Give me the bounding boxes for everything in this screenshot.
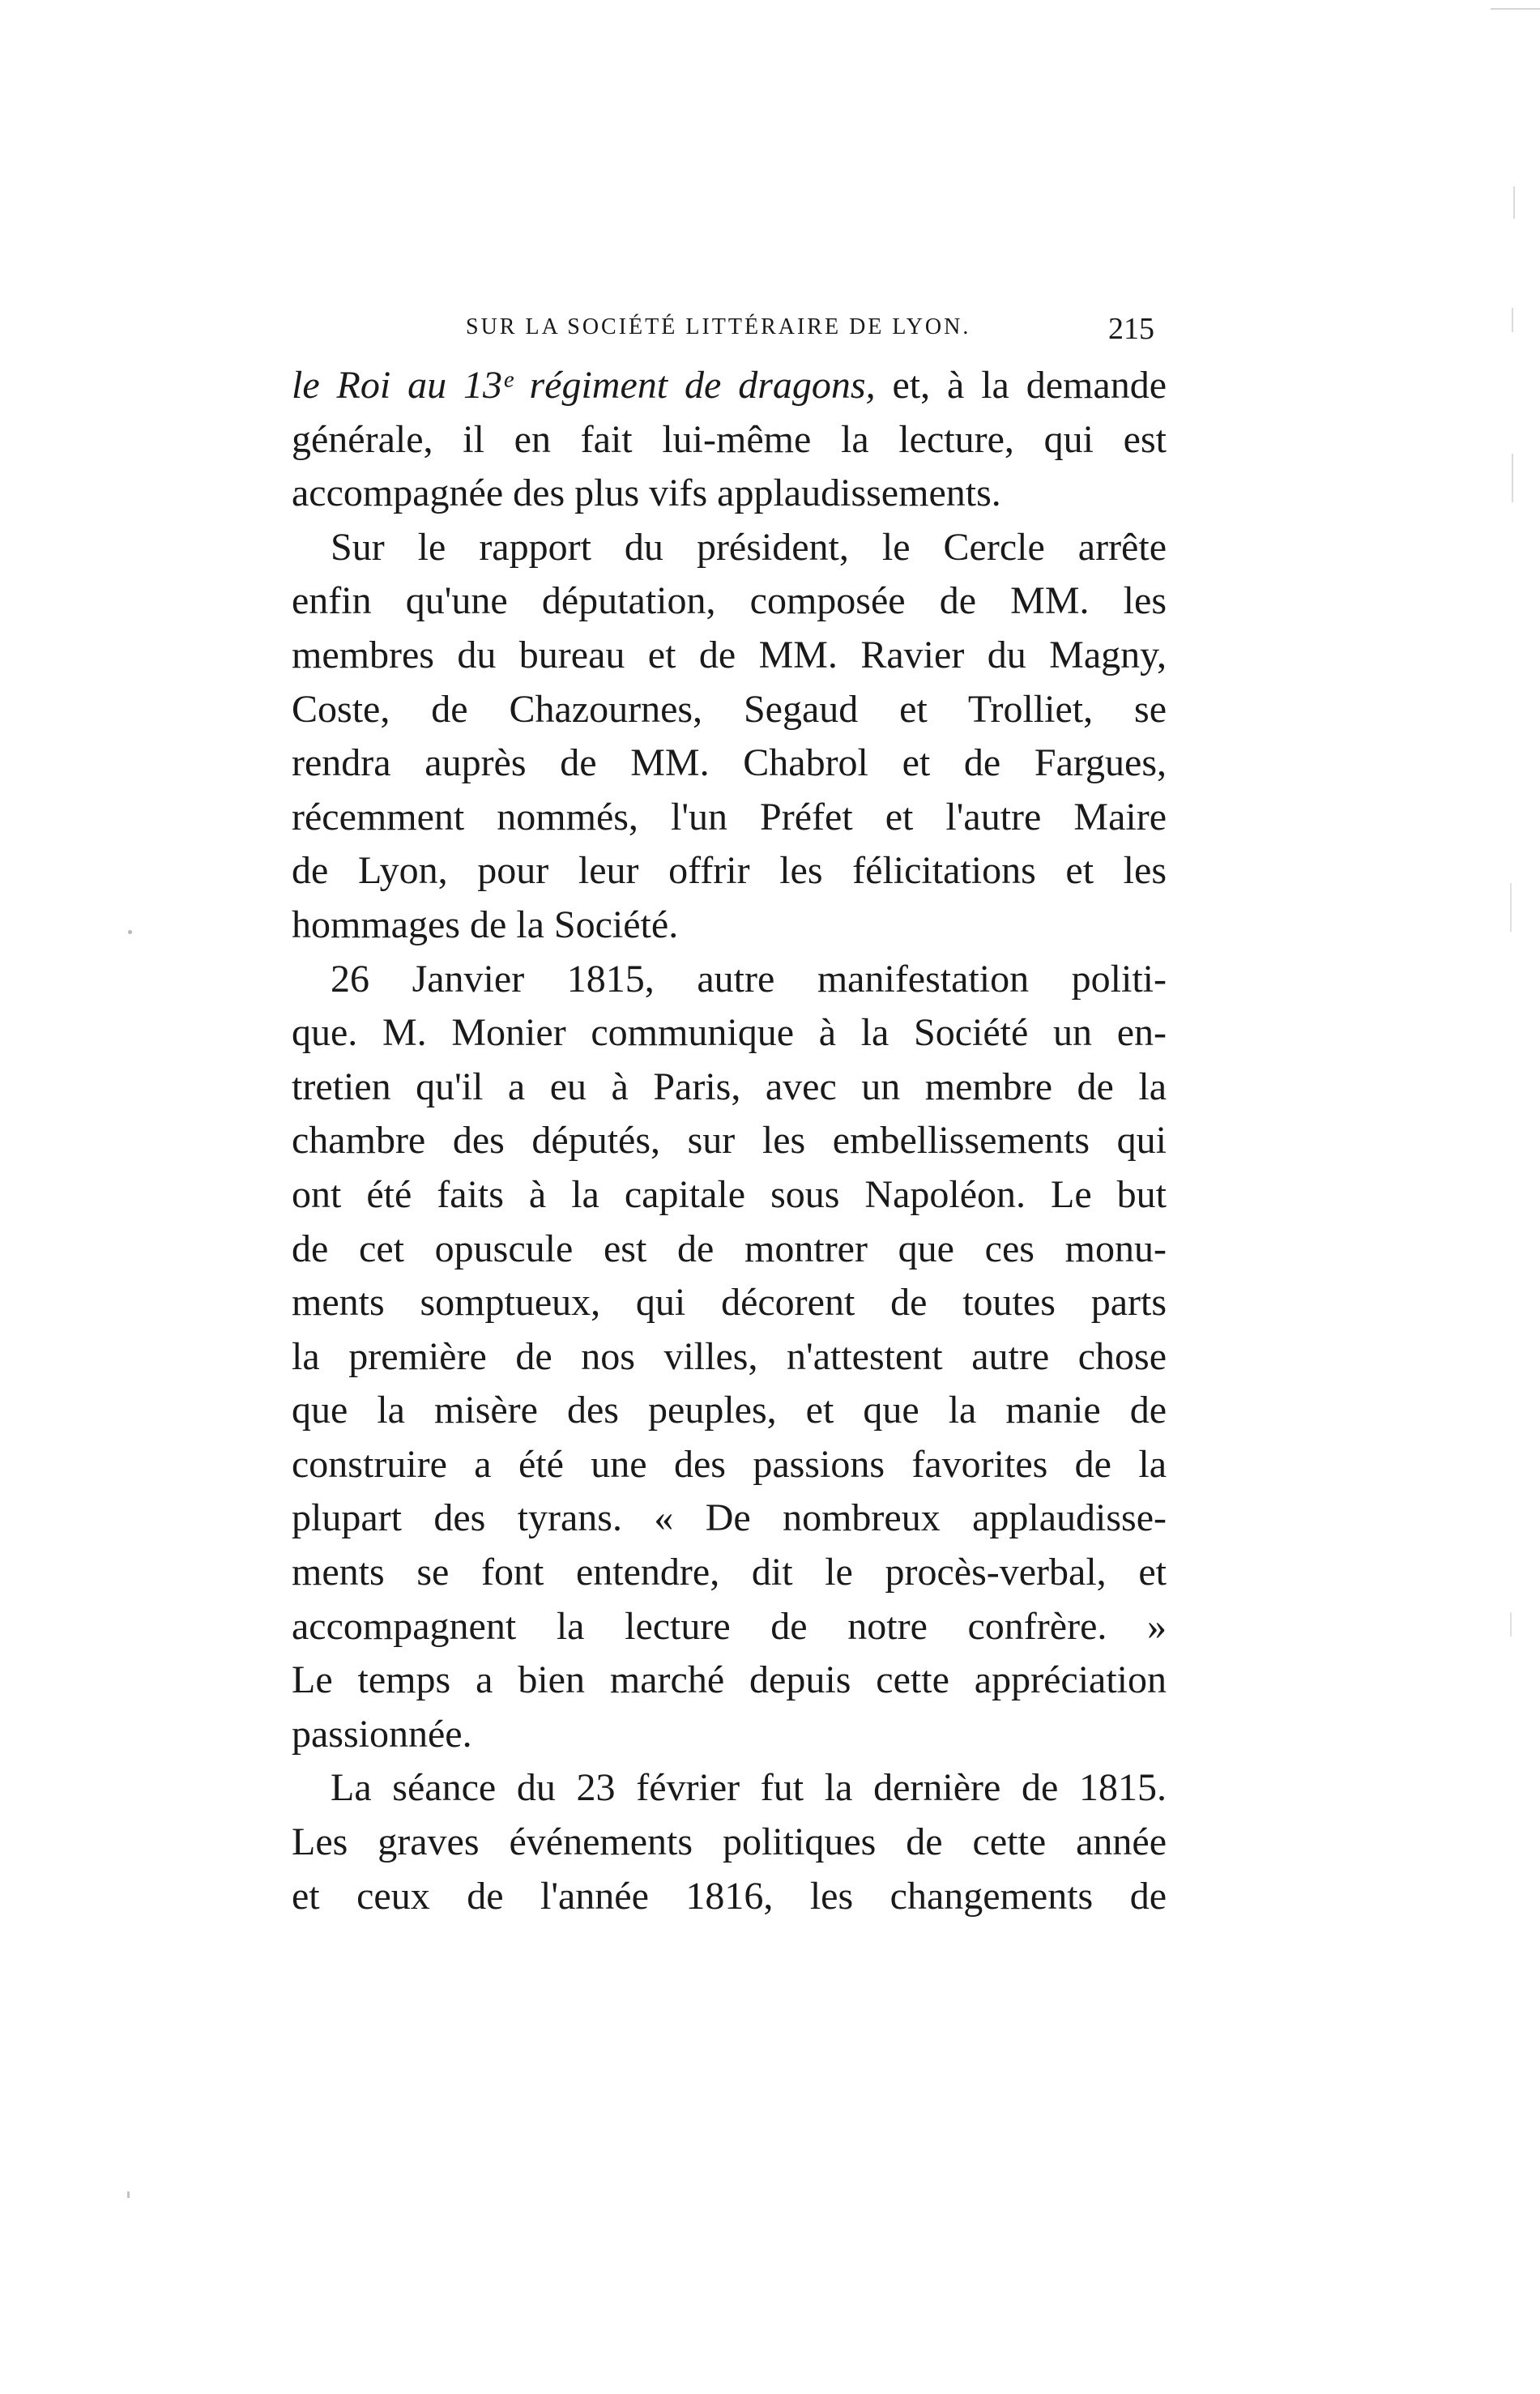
running-head [466, 314, 1154, 355]
paragraph-start-line: Sur le rapport du président, le Cercle arrête [331, 525, 1167, 569]
text-line: que la misère des peuples, et que la manie de [292, 1389, 1167, 1432]
scan-mark [1510, 1612, 1512, 1637]
italic-quote: le Roi au 13ᵉ régiment de dragons, [292, 364, 876, 407]
text-line: ments se font entendre, dit le procès-verbal, et [292, 1551, 1167, 1594]
text-line: enfin qu'une députation, composée de MM. les [292, 579, 1167, 623]
page-number: 215 [1108, 312, 1154, 346]
scan-mark [1512, 308, 1513, 332]
text-line: que. M. Monier communique à la Société un en- [292, 1011, 1167, 1055]
text-line: de Lyon, pour leur offrir les félicitations et les [292, 849, 1167, 893]
scan-mark [1512, 454, 1513, 502]
text-line: récemment nommés, l'un Préfet et l'autre Maire [292, 795, 1167, 839]
paragraph-start-line: 26 Janvier 1815, autre manifestation politi- [331, 957, 1167, 1001]
text-line: ments somptueux, qui décorent de toutes parts [292, 1281, 1167, 1325]
text-line: le Roi au 13ᵉ régiment de dragons, et, à la demande [292, 364, 1167, 407]
text-line: membres du bureau et de MM. Ravier du Magny, [292, 633, 1167, 676]
paragraph-start-line: La séance du 23 février fut la dernière de 1815. [331, 1766, 1167, 1810]
text-line: Coste, de Chazournes, Segaud et Trolliet, se [292, 687, 1167, 731]
scan-mark [1510, 883, 1512, 932]
text-line: Le temps a bien marché depuis cette appréciation [292, 1658, 1167, 1702]
text-line: et ceux de l'année 1816, les changements de [292, 1874, 1167, 1918]
running-title: SUR LA SOCIÉTÉ LITTÉRAIRE DE LYON. [466, 314, 971, 339]
scan-mark [128, 930, 132, 934]
text-line: hommages de la Société. [292, 903, 679, 946]
text-line: Les graves événements politiques de cette année [292, 1820, 1167, 1864]
text-line: accompagnée des plus vifs applaudissements. [292, 472, 1001, 515]
text-line: générale, il en fait lui-même la lecture, qui est [292, 417, 1167, 461]
text-line: chambre des députés, sur les embellissements qui [292, 1119, 1167, 1163]
text-line: construire a été une des passions favorites de la [292, 1442, 1167, 1486]
scan-mark [1513, 186, 1515, 219]
text-line: rendra auprès de MM. Chabrol et de Fargues, [292, 741, 1167, 785]
text-line: de cet opuscule est de montrer que ces monu- [292, 1227, 1167, 1270]
text-line: ont été faits à la capitale sous Napoléon. Le but [292, 1172, 1167, 1216]
scan-mark [127, 2191, 130, 2198]
text-line: passionnée. [292, 1712, 472, 1756]
body-text [292, 359, 1167, 1923]
text-line: plupart des tyrans. « De nombreux applaudisse- [292, 1496, 1167, 1540]
text-line: la première de nos villes, n'attestent autre chose [292, 1334, 1167, 1378]
text-line: accompagnent la lecture de notre confrère. » [292, 1604, 1167, 1648]
scan-mark [1491, 8, 1540, 10]
text-line: tretien qu'il a eu à Paris, avec un membre de la [292, 1065, 1167, 1108]
